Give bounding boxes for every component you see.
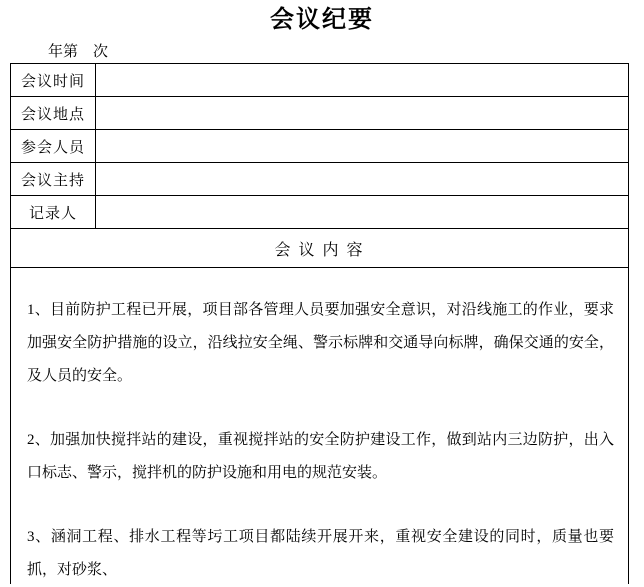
row-value-attendees[interactable] xyxy=(96,130,628,162)
section-header-meeting-content: 会 议 内 容 xyxy=(11,229,628,268)
row-label-attendees: 参会人员 xyxy=(11,130,96,162)
content-paragraph-3: 3、涵洞工程、排水工程等圬工项目都陆续开展开来，重视安全建设的同时，质量也要抓，对砂浆、 xyxy=(27,529,614,578)
row-label-meeting-time: 会议时间 xyxy=(11,64,96,96)
meeting-number-line: 年第 次 xyxy=(48,44,109,60)
row-label-meeting-place: 会议地点 xyxy=(11,97,96,129)
table-row-meeting-time xyxy=(11,64,628,97)
row-value-meeting-place[interactable] xyxy=(96,97,628,129)
table-row-host xyxy=(11,163,628,196)
table-row-meeting-place xyxy=(11,97,628,130)
table-row-recorder xyxy=(11,196,628,229)
row-label-recorder: 记录人 xyxy=(11,196,96,228)
row-value-host[interactable] xyxy=(96,163,628,195)
row-value-meeting-time[interactable] xyxy=(96,64,628,96)
row-value-recorder[interactable] xyxy=(96,196,628,228)
content-paragraph-1: 1、目前防护工程已开展，项目部各管理人员要加强安全意识，对沿线施工的作业，要求加强安全防护措施的设立，沿线拉安全绳、警示标牌和交通导向标牌，确保交通的安全，及人员的安全。 xyxy=(27,302,614,384)
meeting-content-area xyxy=(11,268,628,587)
row-label-host: 会议主持 xyxy=(11,163,96,195)
page-title: 会议纪要 xyxy=(270,7,374,33)
content-paragraph-2: 2、加强加快搅拌站的建设，重视搅拌站的安全防护建设工作，做到站内三边防护，出入口标志、警示，搅拌机的防护设施和用电的规范安装。 xyxy=(27,432,614,481)
meeting-minutes-table xyxy=(10,63,629,584)
table-row-attendees xyxy=(11,130,628,163)
